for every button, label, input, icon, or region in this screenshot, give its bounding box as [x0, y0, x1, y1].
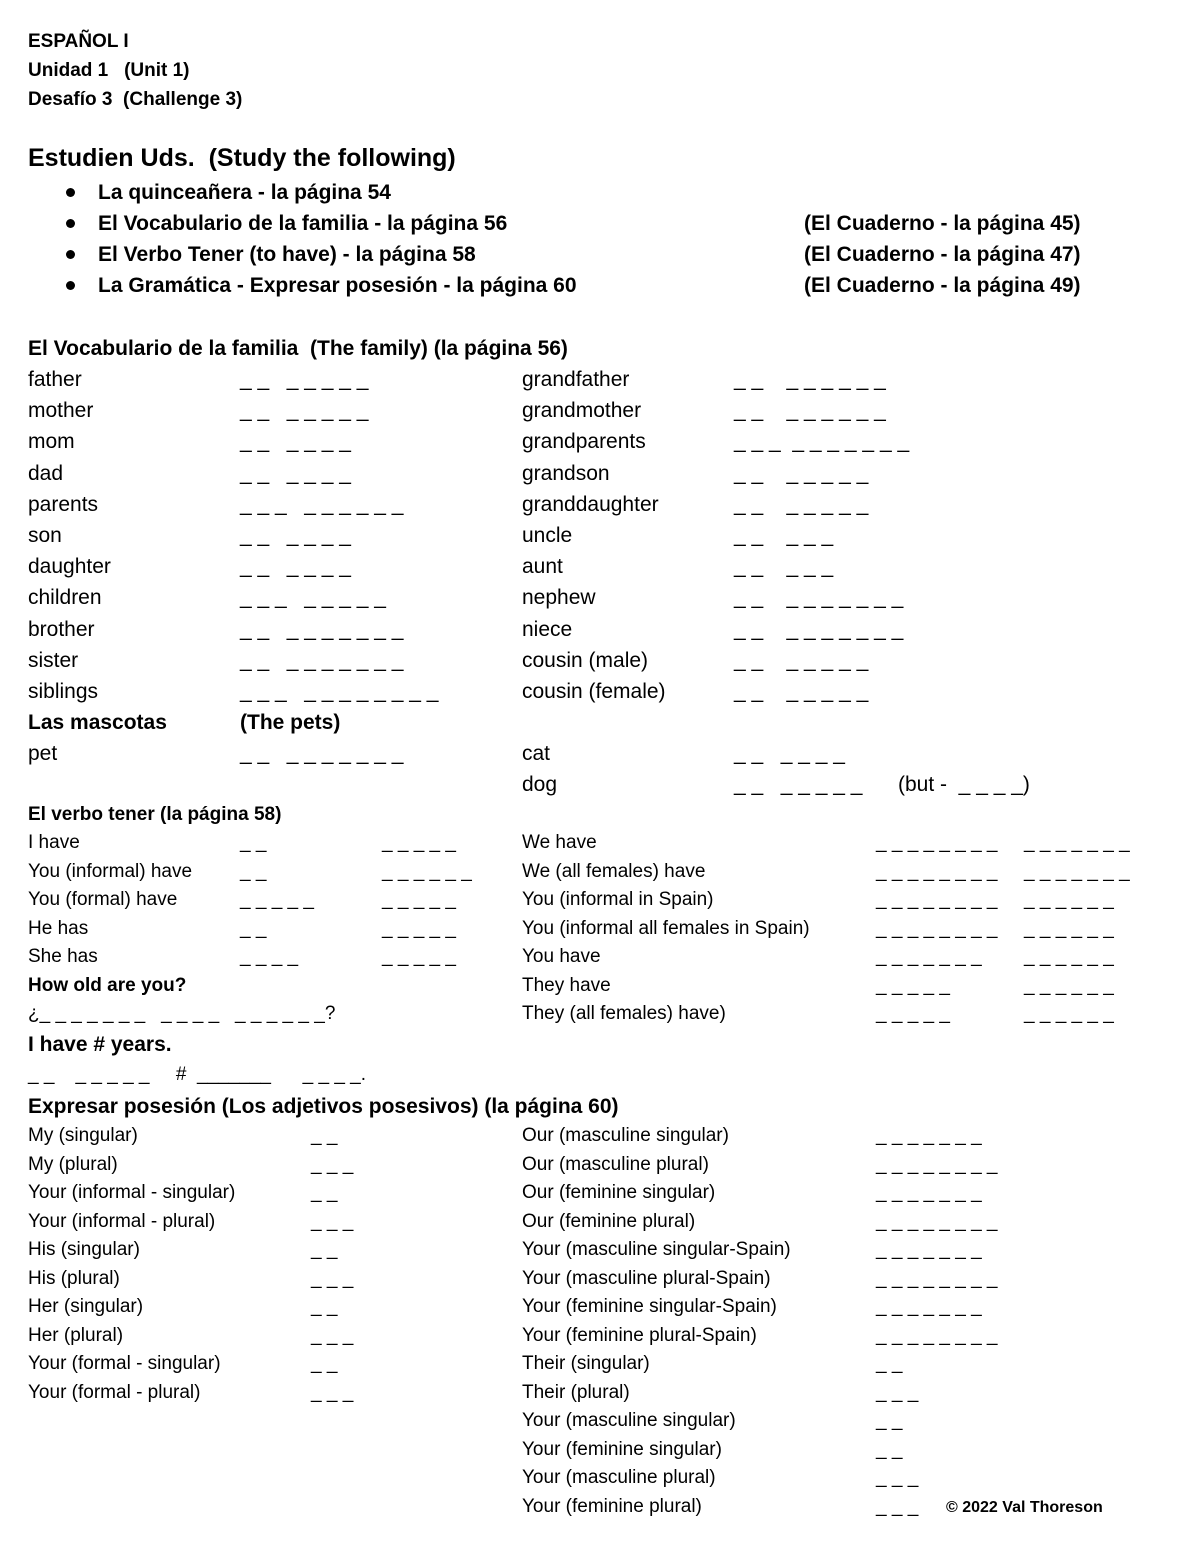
family-blank: _ _ _ _ _	[734, 555, 834, 579]
tener-blank: _ _ _ _ _ _	[1024, 946, 1114, 967]
tener-blank: _ _ _ _ _	[382, 917, 456, 939]
tener-label: You (informal in Spain)	[522, 889, 714, 910]
possessive-label: Our (masculine singular)	[522, 1125, 729, 1146]
possessive-blank: _ _ _ _ _ _ _	[876, 1182, 982, 1203]
possessive-blank: _ _	[876, 1438, 903, 1460]
possessive-label: His (singular)	[28, 1239, 140, 1260]
possessive-label: Her (singular)	[28, 1296, 144, 1317]
bullet-icon	[66, 188, 75, 197]
family-word: brother	[28, 617, 95, 641]
possessive-blank: _ _ _	[311, 1324, 354, 1346]
family-blank: _ _ _ _ _ _ _ _	[240, 586, 386, 610]
pets-title: Las mascotas	[28, 711, 167, 734]
family-word: aunt	[522, 555, 563, 579]
tener-blank: _ _ _ _ _	[382, 946, 456, 967]
possessive-blank: _ _ _ _ _ _ _ _	[876, 1324, 998, 1346]
tener-blank: _ _	[240, 832, 267, 853]
family-word: cousin (male)	[522, 648, 649, 672]
family-blank: _ _ _ _ _ _ _ _ _	[734, 617, 904, 641]
possessive-blank: _ _ _	[876, 1495, 919, 1517]
tener-blank: _ _ _ _ _	[382, 832, 456, 853]
family-blank: _ _ _ _ _ _ _ _ _ _	[734, 430, 910, 454]
tener-blank: _ _ _ _ _ _ _ _	[876, 860, 998, 882]
cat-blank: _ _ _ _ _ _	[734, 742, 845, 765]
age-question-title: How old are you?	[28, 975, 187, 996]
tener-label: She has	[28, 946, 98, 967]
possession-title: Expresar posesión (Los adjetivos posesivos) (la página 60)	[28, 1095, 619, 1118]
family-word: granddaughter	[522, 492, 659, 516]
study-item-ref: (El Cuaderno - la página 45)	[804, 212, 1081, 235]
study-item: La quinceañera - la página 54	[98, 181, 391, 204]
possessive-label: Our (feminine singular)	[522, 1182, 716, 1203]
possessive-blank: _ _	[311, 1239, 338, 1260]
bullet-icon	[66, 281, 75, 290]
challenge-title: Desafío 3 (Challenge 3)	[28, 89, 243, 110]
family-word: grandmother	[522, 399, 642, 423]
family-word: father	[28, 368, 82, 391]
study-item-ref: (El Cuaderno - la página 49)	[804, 274, 1081, 297]
tener-label: He has	[28, 917, 89, 939]
tener-blank: _ _ _ _ _ _ _	[1024, 832, 1130, 853]
family-word: mom	[28, 430, 75, 454]
unit-title: Unidad 1 (Unit 1)	[28, 60, 190, 81]
possessive-label: Our (feminine plural)	[522, 1210, 696, 1232]
pets-subtitle: (The pets)	[240, 711, 341, 734]
study-item-ref: (El Cuaderno - la página 47)	[804, 243, 1081, 266]
possessive-blank: _ _ _ _ _ _ _ _	[876, 1153, 998, 1175]
possessive-label: Our (masculine plural)	[522, 1153, 709, 1175]
possessive-label: Your (feminine plural)	[522, 1495, 702, 1517]
study-item: El Verbo Tener (to have) - la página 58	[98, 243, 476, 266]
copyright: © 2022 Val Thoreson	[946, 1499, 1103, 1516]
family-word: parents	[28, 492, 99, 516]
possessive-blank: _ _ _ _ _ _ _	[876, 1296, 982, 1317]
family-word: children	[28, 586, 102, 610]
tener-blank: _ _ _ _ _ _ _	[1024, 860, 1130, 882]
pet-word: pet	[28, 742, 58, 765]
tener-blank: _ _ _ _ _ _	[1024, 917, 1114, 939]
tener-blank: _ _ _ _	[240, 946, 299, 967]
possessive-blank: _ _ _ _ _ _ _ _	[876, 1267, 998, 1289]
tener-label: We have	[522, 832, 597, 853]
possessive-label: Your (masculine plural-Spain)	[522, 1267, 771, 1289]
family-word: niece	[522, 617, 573, 641]
cat-word: cat	[522, 742, 551, 765]
tener-blank: _ _ _ _ _	[876, 974, 950, 996]
family-blank: _ _ _ _ _	[734, 524, 834, 547]
family-blank: _ _ _ _ _ _	[240, 461, 351, 485]
age-answer-title: I have # years.	[28, 1033, 172, 1056]
family-word: sister	[28, 648, 79, 672]
tener-label: You (informal all females in Spain)	[522, 917, 810, 939]
family-blank: _ _ _ _ _ _ _	[240, 399, 369, 423]
family-blank: _ _ _ _ _ _ _ _ _	[240, 648, 404, 672]
study-item: La Gramática - Expresar posesión - la página 60	[98, 274, 577, 297]
possessive-label: Their (plural)	[522, 1381, 630, 1403]
tener-blank: _ _ _ _ _	[382, 889, 456, 910]
tener-blank: _ _	[240, 917, 267, 939]
possessive-label: Their (singular)	[522, 1353, 650, 1374]
family-blank: _ _ _ _ _ _ _ _	[734, 399, 886, 423]
possessive-label: Your (formal - singular)	[28, 1353, 221, 1374]
family-word: cousin (female)	[522, 680, 666, 703]
possessive-label: My (plural)	[28, 1153, 118, 1175]
possessive-blank: _ _	[311, 1182, 338, 1203]
bullet-icon	[66, 219, 75, 228]
family-blank: _ _ _ _ _ _ _ _	[734, 368, 886, 391]
possessive-blank: _ _ _	[311, 1381, 354, 1403]
family-blank: _ _ _ _ _ _ _	[734, 680, 869, 703]
family-blank: _ _ _ _ _ _ _ _ _	[240, 617, 404, 641]
tener-blank: _ _ _ _ _ _ _ _	[876, 917, 998, 939]
age-question-blank: ¿_ _ _ _ _ _ _ _ _ _ _ _ _ _ _ _ _?	[28, 1003, 336, 1024]
possessive-label: Your (feminine singular-Spain)	[522, 1296, 777, 1317]
possessive-label: Your (formal - plural)	[28, 1381, 201, 1403]
possessive-label: His (plural)	[28, 1267, 120, 1289]
bullet-icon	[66, 250, 75, 259]
study-title: Estudien Uds. (Study the following)	[28, 144, 456, 172]
tener-label: You have	[522, 946, 601, 967]
family-section-title: El Vocabulario de la familia (The family) (la página 56)	[28, 337, 568, 360]
tener-blank: _ _ _ _ _ _	[382, 860, 472, 882]
family-word: nephew	[522, 586, 596, 610]
tener-label: You (formal) have	[28, 889, 178, 910]
possessive-label: Your (informal - plural)	[28, 1210, 216, 1232]
family-blank: _ _ _ _ _ _	[240, 524, 351, 547]
family-blank: _ _ _ _ _ _ _ _ _	[734, 586, 904, 610]
tener-title: El verbo tener (la página 58)	[28, 804, 282, 825]
age-answer-blank: _ _ _ _ _ _ _ # _______ _ _ _ _.	[28, 1064, 367, 1085]
pet-blank: _ _ _ _ _ _ _ _ _	[240, 742, 404, 765]
possessive-blank: _ _ _	[311, 1153, 354, 1175]
possessive-blank: _ _ _ _ _ _ _	[876, 1125, 982, 1146]
possessive-blank: _ _	[876, 1353, 903, 1374]
possessive-blank: _ _ _ _ _ _ _ _	[876, 1210, 998, 1232]
tener-label: I have	[28, 832, 80, 853]
family-word: son	[28, 524, 62, 547]
family-blank: _ _ _ _ _ _ _	[734, 461, 869, 485]
tener-blank: _ _ _ _ _	[876, 1003, 950, 1024]
possessive-blank: _ _	[876, 1410, 903, 1431]
family-word: grandson	[522, 461, 610, 485]
possessive-blank: _ _	[311, 1296, 338, 1317]
study-item: El Vocabulario de la familia - la página 56	[98, 212, 508, 235]
family-blank: _ _ _ _ _ _ _ _ _	[240, 492, 404, 516]
tener-label: They (all females) have)	[522, 1003, 726, 1024]
possessive-blank: _ _ _	[311, 1267, 354, 1289]
course-title: ESPAÑOL I	[28, 31, 129, 52]
family-word: siblings	[28, 680, 99, 703]
possessive-blank: _ _ _	[876, 1467, 919, 1488]
possessive-label: Your (masculine plural)	[522, 1467, 716, 1488]
family-word: uncle	[522, 524, 573, 547]
dog-blank: _ _ _ _ _ _ _	[734, 773, 863, 796]
tener-blank: _ _	[240, 860, 267, 882]
possessive-blank: _ _	[311, 1125, 338, 1146]
tener-blank: _ _ _ _ _ _	[1024, 1003, 1114, 1024]
possessive-label: Her (plural)	[28, 1324, 124, 1346]
family-blank: _ _ _ _ _ _ _	[734, 648, 869, 672]
family-word: dad	[28, 461, 64, 485]
dog-note: (but - _ _ _ _)	[898, 773, 1030, 796]
family-blank: _ _ _ _ _ _	[240, 430, 351, 454]
family-word: grandfather	[522, 368, 630, 391]
tener-blank: _ _ _ _ _ _ _ _	[876, 832, 998, 853]
family-blank: _ _ _ _ _ _ _ _ _ _ _	[240, 680, 439, 703]
tener-label: We (all females) have	[522, 860, 706, 882]
tener-label: They have	[522, 974, 611, 996]
family-blank: _ _ _ _ _ _ _	[734, 492, 869, 516]
possessive-label: Your (feminine singular)	[522, 1438, 722, 1460]
possessive-blank: _ _ _ _ _ _ _	[876, 1239, 982, 1260]
possessive-blank: _ _ _	[876, 1381, 919, 1403]
dog-word: dog	[522, 773, 558, 796]
possessive-blank: _ _ _	[311, 1210, 354, 1232]
tener-blank: _ _ _ _ _ _	[1024, 974, 1114, 996]
family-word: mother	[28, 399, 94, 423]
family-blank: _ _ _ _ _ _	[240, 555, 351, 579]
possessive-label: Your (masculine singular)	[522, 1410, 736, 1431]
possessive-label: Your (informal - singular)	[28, 1182, 236, 1203]
tener-blank: _ _ _ _ _ _ _ _	[876, 889, 998, 910]
tener-blank: _ _ _ _ _	[240, 889, 314, 910]
tener-label: You (informal) have	[28, 860, 193, 882]
tener-blank: _ _ _ _ _ _ _	[876, 946, 982, 967]
possessive-label: Your (masculine singular-Spain)	[522, 1239, 791, 1260]
possessive-label: My (singular)	[28, 1125, 138, 1146]
family-blank: _ _ _ _ _ _ _	[240, 368, 369, 391]
tener-blank: _ _ _ _ _ _	[1024, 889, 1114, 910]
family-word: grandparents	[522, 430, 646, 454]
family-word: daughter	[28, 555, 111, 579]
possessive-label: Your (feminine plural-Spain)	[522, 1324, 757, 1346]
possessive-blank: _ _	[311, 1353, 338, 1374]
